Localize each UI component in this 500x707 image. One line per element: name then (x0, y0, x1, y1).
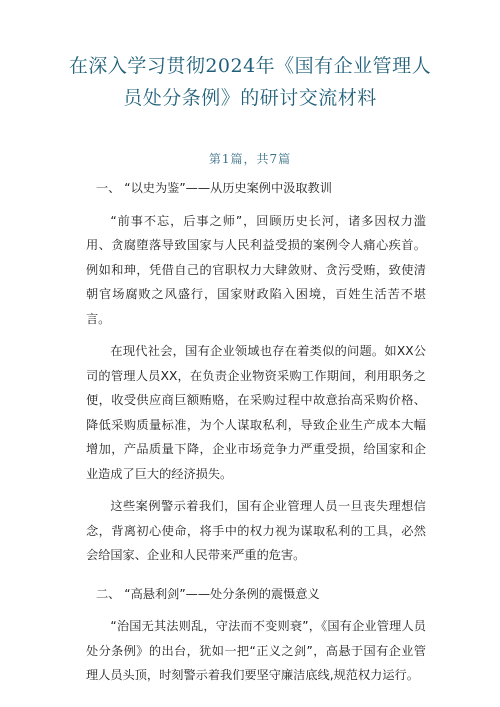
section-2-paragraph-1: “治国无其法则乱，守法而不变则衰”，《国有企业管理人员处分条例》的出台，犹如一把“正义之剑”，高悬于国有企业管理人员头顶，时刻警示着我们要坚守廉洁底线,规范权力运行。 (86, 619, 426, 682)
section-1-paragraph-3: 这些案例警示着我们，国有企业管理人员一旦丧失理想信念，背离初心使命，将手中的权力视为谋取私利的工具，必然会给国家、企业和人民带来严重的危害。 (86, 499, 426, 562)
section-1-paragraph-1: “前事不忘，后事之师”，回顾历史长河，诸多因权力滥用、贪腐堕落导致国家与人民利益受损的案例令人痛心疾首。例如和珅，凭借自己的官职权力大肆敛财、贪污受贿，致使清朝官场腐败之风盛行，国家财政陷入困境，百姓生活苦不堪言。 (86, 213, 426, 326)
section-1-paragraph-2: 在现代社会，国有企业领域也存在着类似的问题。如XX公司的管理人员XX，在负责企业物资采购工作期间，利用职务之便，收受供应商巨额贿赂，在采购过程中故意抬高采购价格、降低采购质量标准，为个人谋取私利，导致企业生产成本大幅增加，产品质量下降，企业市场竞争力严重受损，给国家和企业造成了巨大的经济损失。 (86, 344, 426, 481)
page-indicator: 第1篇，共7篇 (208, 152, 292, 166)
section-heading-1: 一、 “以史为鉴”——从历史案例中汲取教训 (96, 181, 332, 195)
section-heading-2: 二、 “高悬利剑”——处分条例的震慑意义 (96, 586, 320, 601)
document-title: 在深入学习贯彻2024年《国有企业管理人员处分条例》的研讨交流材料 (68, 55, 432, 109)
document-body (86, 176, 426, 688)
